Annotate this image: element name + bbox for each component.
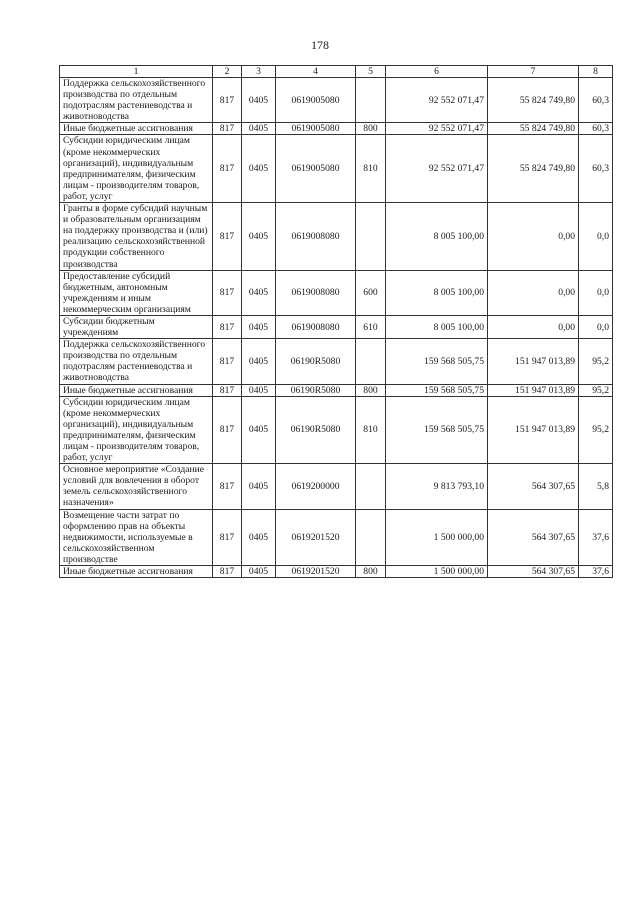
- planned-amount: 92 552 071,47: [386, 78, 488, 123]
- admin-code: 817: [213, 78, 242, 123]
- admin-code: 817: [213, 315, 242, 338]
- executed-amount: 564 307,65: [488, 509, 579, 565]
- execution-percent: 60,3: [579, 78, 613, 123]
- table-row: [60, 339, 613, 384]
- planned-amount: 159 568 505,75: [386, 396, 488, 464]
- section-code: 0405: [242, 339, 276, 384]
- section-code: 0405: [242, 270, 276, 315]
- expense-code: [356, 509, 386, 565]
- executed-amount: 151 947 013,89: [488, 339, 579, 384]
- section-code: 0405: [242, 509, 276, 565]
- executed-amount: 55 824 749,80: [488, 135, 579, 203]
- table-header-row: [60, 66, 613, 78]
- target-code: 0619200000: [276, 464, 356, 509]
- planned-amount: 159 568 505,75: [386, 339, 488, 384]
- target-code: 06190R5080: [276, 339, 356, 384]
- table-row: [60, 396, 613, 464]
- column-header: 2: [213, 66, 242, 78]
- column-header: 3: [242, 66, 276, 78]
- planned-amount: 8 005 100,00: [386, 315, 488, 338]
- executed-amount: 0,00: [488, 203, 579, 271]
- executed-amount: 151 947 013,89: [488, 396, 579, 464]
- admin-code: 817: [213, 339, 242, 384]
- target-code: 0619005080: [276, 135, 356, 203]
- table-row: [60, 135, 613, 203]
- target-code: 06190R5080: [276, 384, 356, 396]
- target-code: 0619005080: [276, 78, 356, 123]
- executed-amount: 564 307,65: [488, 566, 579, 578]
- target-code: 0619008080: [276, 270, 356, 315]
- table-row: [60, 315, 613, 338]
- row-name: Поддержка сельскохозяйственного производства по отдельным подотраслям растениеводства и животноводства: [60, 78, 213, 123]
- planned-amount: 1 500 000,00: [386, 566, 488, 578]
- planned-amount: 92 552 071,47: [386, 135, 488, 203]
- column-header: 1: [60, 66, 213, 78]
- target-code: 0619008080: [276, 203, 356, 271]
- table-row: [60, 78, 613, 123]
- row-name: Основное мероприятие «Создание условий для вовлечения в оборот земель сельскохозяйственного назначения»: [60, 464, 213, 509]
- table-row: [60, 384, 613, 396]
- expense-code: 800: [356, 123, 386, 135]
- section-code: 0405: [242, 203, 276, 271]
- expense-code: 800: [356, 384, 386, 396]
- table-row: [60, 464, 613, 509]
- section-code: 0405: [242, 464, 276, 509]
- execution-percent: 95,2: [579, 396, 613, 464]
- section-code: 0405: [242, 396, 276, 464]
- column-header: 7: [488, 66, 579, 78]
- column-header: 8: [579, 66, 613, 78]
- execution-percent: 37,6: [579, 509, 613, 565]
- execution-percent: 60,3: [579, 135, 613, 203]
- planned-amount: 92 552 071,47: [386, 123, 488, 135]
- planned-amount: 8 005 100,00: [386, 270, 488, 315]
- section-code: 0405: [242, 566, 276, 578]
- expense-code: [356, 464, 386, 509]
- section-code: 0405: [242, 78, 276, 123]
- admin-code: 817: [213, 566, 242, 578]
- column-header: 4: [276, 66, 356, 78]
- planned-amount: 1 500 000,00: [386, 509, 488, 565]
- target-code: 0619005080: [276, 123, 356, 135]
- table-row: [60, 566, 613, 578]
- table-row: [60, 270, 613, 315]
- row-name: Иные бюджетные ассигнования: [60, 123, 213, 135]
- expense-code: 800: [356, 566, 386, 578]
- expense-code: [356, 78, 386, 123]
- expense-code: 810: [356, 396, 386, 464]
- expense-code: 610: [356, 315, 386, 338]
- section-code: 0405: [242, 315, 276, 338]
- target-code: 0619201520: [276, 566, 356, 578]
- execution-percent: 0,0: [579, 315, 613, 338]
- executed-amount: 564 307,65: [488, 464, 579, 509]
- row-name: Субсидии бюджетным учреждениям: [60, 315, 213, 338]
- section-code: 0405: [242, 135, 276, 203]
- execution-percent: 60,3: [579, 123, 613, 135]
- table-row: [60, 123, 613, 135]
- target-code: 06190R5080: [276, 396, 356, 464]
- row-name: Субсидии юридическим лицам (кроме некоммерческих организаций), индивидуальным предпринимателям, физическим лицам - производителям товаров, работ, услуг: [60, 135, 213, 203]
- execution-percent: 5,8: [579, 464, 613, 509]
- executed-amount: 55 824 749,80: [488, 123, 579, 135]
- expense-code: 810: [356, 135, 386, 203]
- row-name: Иные бюджетные ассигнования: [60, 566, 213, 578]
- expense-code: [356, 339, 386, 384]
- admin-code: 817: [213, 509, 242, 565]
- execution-percent: 95,2: [579, 384, 613, 396]
- row-name: Иные бюджетные ассигнования: [60, 384, 213, 396]
- admin-code: 817: [213, 384, 242, 396]
- planned-amount: 9 813 793,10: [386, 464, 488, 509]
- planned-amount: 8 005 100,00: [386, 203, 488, 271]
- executed-amount: 151 947 013,89: [488, 384, 579, 396]
- admin-code: 817: [213, 203, 242, 271]
- execution-percent: 0,0: [579, 203, 613, 271]
- admin-code: 817: [213, 123, 242, 135]
- admin-code: 817: [213, 396, 242, 464]
- target-code: 0619008080: [276, 315, 356, 338]
- execution-percent: 0,0: [579, 270, 613, 315]
- row-name: Гранты в форме субсидий научным и образовательным организациям на поддержку производства и (или) реализацию сельскохозяйственной продукции собственного производства: [60, 203, 213, 271]
- budget-table: [59, 65, 613, 578]
- expense-code: [356, 203, 386, 271]
- table-row: [60, 203, 613, 271]
- execution-percent: 95,2: [579, 339, 613, 384]
- section-code: 0405: [242, 384, 276, 396]
- row-name: Поддержка сельскохозяйственного производства по отдельным подотраслям растениеводства и животноводства: [60, 339, 213, 384]
- executed-amount: 0,00: [488, 270, 579, 315]
- executed-amount: 0,00: [488, 315, 579, 338]
- executed-amount: 55 824 749,80: [488, 78, 579, 123]
- expense-code: 600: [356, 270, 386, 315]
- admin-code: 817: [213, 464, 242, 509]
- target-code: 0619201520: [276, 509, 356, 565]
- column-header: 5: [356, 66, 386, 78]
- row-name: Предоставление субсидий бюджетным, автономным учреждениям и иным некоммерческим организациям: [60, 270, 213, 315]
- table-row: [60, 509, 613, 565]
- admin-code: 817: [213, 135, 242, 203]
- column-header: 6: [386, 66, 488, 78]
- section-code: 0405: [242, 123, 276, 135]
- admin-code: 817: [213, 270, 242, 315]
- row-name: Возмещение части затрат по оформлению прав на объекты недвижимости, используемые в сельскохозяйственном производстве: [60, 509, 213, 565]
- planned-amount: 159 568 505,75: [386, 384, 488, 396]
- execution-percent: 37,6: [579, 566, 613, 578]
- row-name: Субсидии юридическим лицам (кроме некоммерческих организаций), индивидуальным предпринимателям, физическим лицам - производителям товаров, работ, услуг: [60, 396, 213, 464]
- page-number: 178: [311, 38, 329, 52]
